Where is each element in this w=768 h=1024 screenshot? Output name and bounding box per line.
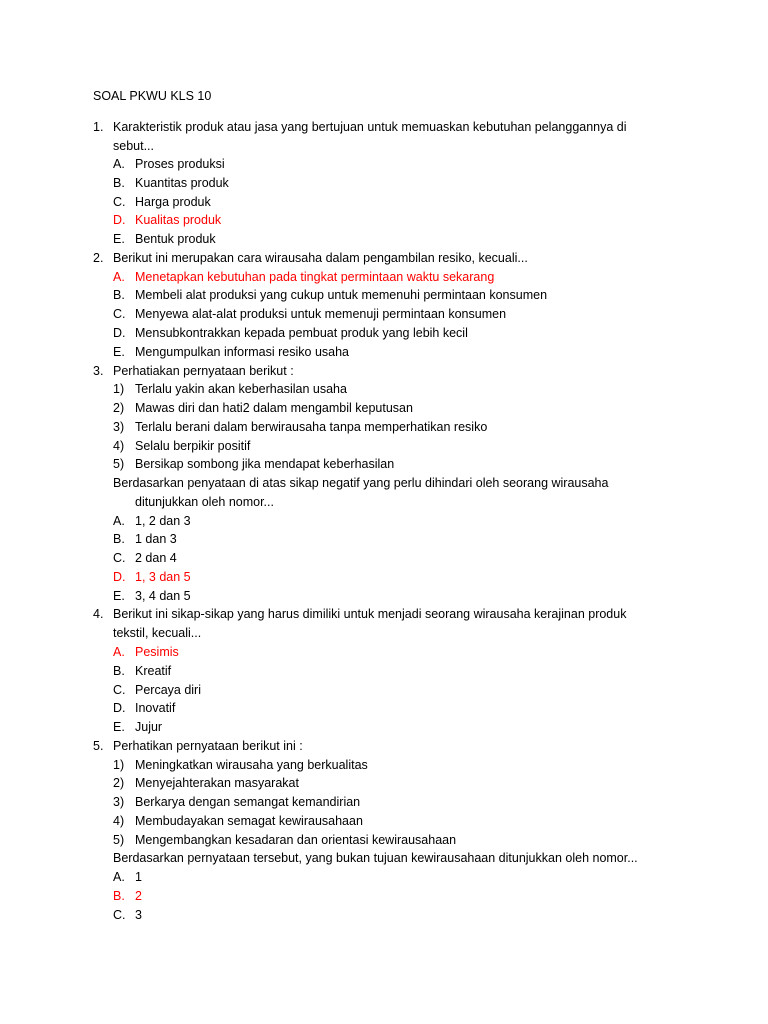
question-2-number: 2. — [93, 251, 104, 265]
question-1-number: 1. — [93, 120, 104, 134]
question-3-option-e: E. 3, 4 dan 5 — [113, 589, 191, 603]
question-5-option-c: C. 3 — [113, 908, 142, 922]
question-3-option-d-correct: D. 1, 3 dan 5 — [113, 570, 191, 584]
question-5-note: Berdasarkan pernyataan tersebut, yang bukan tujuan kewirausahaan ditunjukkan oleh nomor... — [113, 851, 638, 865]
document-title: SOAL PKWU KLS 10 — [93, 89, 212, 103]
question-5-text: Perhatikan pernyataan berikut ini : — [113, 739, 303, 753]
question-2-text: Berikut ini merupakan cara wirausaha dalam pengambilan resiko, kecuali... — [113, 251, 528, 265]
question-1-option-e: E. Bentuk produk — [113, 232, 216, 246]
question-1-option-b: B. Kuantitas produk — [113, 176, 229, 190]
question-5-statement-4: 4) Membudayakan semagat kewirausahaan — [113, 814, 363, 828]
question-4-option-a-correct: A. Pesimis — [113, 645, 179, 659]
question-4-option-d: D. Inovatif — [113, 701, 176, 715]
question-3-option-c: C. 2 dan 4 — [113, 551, 177, 565]
question-5-statement-5: 5) Mengembangkan kesadaran dan orientasi kewirausahaan — [113, 833, 457, 847]
question-5-option-b-correct: B. 2 — [113, 889, 142, 903]
question-1-option-c: C. Harga produk — [113, 195, 211, 209]
question-1-line2: sebut... — [113, 138, 154, 153]
question-4-option-c: C. Percaya diri — [113, 683, 201, 697]
question-5-number: 5. — [93, 739, 104, 753]
question-2-option-c: C. Menyewa alat-alat produksi untuk memenuji permintaan konsumen — [113, 307, 507, 321]
question-1-text — [113, 118, 673, 155]
question-3-statement-3: 3) Terlalu berani dalam berwirausaha tanpa memperhatikan resiko — [113, 420, 488, 434]
question-3-statement-2: 2) Mawas diri dan hati2 dalam mengambil keputusan — [113, 401, 413, 415]
question-1-line1: Karakteristik produk atau jasa yang bertujuan untuk memuaskan kebutuhan pelanggannya di — [113, 120, 627, 134]
question-2-option-b: B. Membeli alat produksi yang cukup untuk memenuhi permintaan konsumen — [113, 288, 548, 302]
question-3-option-b: B. 1 dan 3 — [113, 532, 177, 546]
question-5-statement-1: 1) Meningkatkan wirausaha yang berkualitas — [113, 758, 368, 772]
question-3-note-line2: ditunjukkan oleh nomor... — [135, 494, 274, 509]
question-3-number: 3. — [93, 364, 104, 378]
question-5-option-a: A. 1 — [113, 870, 142, 884]
question-3-statement-1: 1) Terlalu yakin akan keberhasilan usaha — [113, 382, 347, 396]
question-3-statement-5: 5) Bersikap sombong jika mendapat keberhasilan — [113, 457, 395, 471]
question-4-option-e: E. Jujur — [113, 720, 163, 734]
question-5-statement-3: 3) Berkarya dengan semangat kemandirian — [113, 795, 361, 809]
question-2-option-d: D. Mensubkontrakkan kepada pembuat produk yang lebih kecil — [113, 326, 468, 340]
question-4-line1: Berikut ini sikap-sikap yang harus dimiliki untuk menjadi seorang wirausaha kerajinan produk — [113, 607, 627, 621]
question-2-option-e: E. Mengumpulkan informasi resiko usaha — [113, 345, 349, 359]
question-3-note-line1: Berdasarkan penyataan di atas sikap negatif yang perlu dihindari oleh seorang wirausaha — [113, 476, 609, 490]
question-2-option-a-correct: A. Menetapkan kebutuhan pada tingkat permintaan waktu sekarang — [113, 270, 495, 284]
question-4-text — [113, 605, 673, 642]
question-4-number: 4. — [93, 607, 104, 621]
question-3-text: Perhatiakan pernyataan berikut : — [113, 364, 294, 378]
question-4-option-b: B. Kreatif — [113, 664, 172, 678]
question-4-line2: tekstil, kecuali... — [113, 625, 202, 640]
question-3-statement-4: 4) Selalu berpikir positif — [113, 439, 251, 453]
question-3-option-a: A. 1, 2 dan 3 — [113, 514, 191, 528]
question-1-option-a: A. Proses produksi — [113, 157, 225, 171]
question-5-statement-2: 2) Menyejahterakan masyarakat — [113, 776, 299, 790]
question-1-option-d-correct: D. Kualitas produk — [113, 213, 222, 227]
question-3-note — [113, 474, 673, 511]
